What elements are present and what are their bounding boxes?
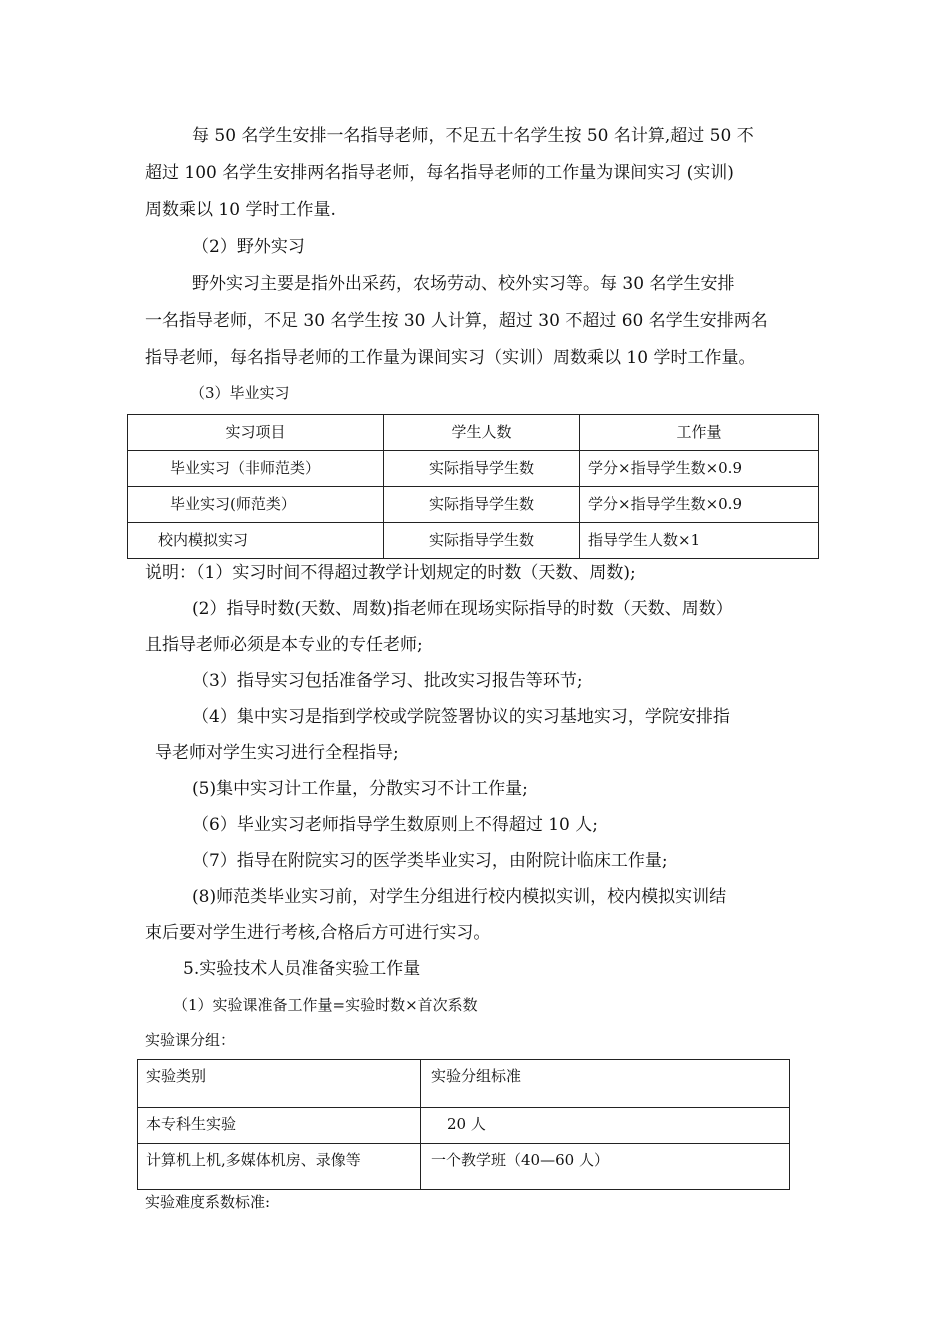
field-internship-heading: （2）野外实习 (192, 237, 305, 257)
note-line: (5)集中实习计工作量，分散实习不计工作量; (192, 779, 528, 799)
table-cell: 校内模拟实习 (128, 523, 384, 559)
table-row (128, 523, 819, 559)
table-header-cell: 工作量 (580, 415, 819, 451)
graduation-internship-heading: （3）毕业实习 (190, 384, 290, 402)
text-line: 超过 100 名学生安排两名指导老师，每名指导老师的工作量为课间实习 (实训) (145, 163, 734, 183)
table-header-row (128, 415, 819, 451)
table-cell: 实际指导学生数 (384, 523, 580, 559)
note-line: （6）毕业实习老师指导学生数原则上不得超过 10 人; (192, 815, 598, 835)
table-header-cell: 学生人数 (384, 415, 580, 451)
internship-table (127, 414, 819, 559)
text-line: 每 50 名学生安排一名指导老师，不足五十名学生按 50 名计算,超过 50 不 (192, 126, 754, 146)
table-cell: 一个教学班（40—60 人） (421, 1144, 790, 1190)
difficulty-label: 实验难度系数标准: (145, 1193, 271, 1211)
text-line: 野外实习主要是指外出采药，农场劳动、校外实习等。每 30 名学生安排 (192, 274, 735, 294)
table-row (128, 451, 819, 487)
table-cell: 指导学生人数×1 (580, 523, 819, 559)
section5-formula: （1）实验课准备工作量=实验时数×首次系数 (173, 996, 478, 1014)
table-row (138, 1144, 790, 1190)
table-cell: 毕业实习（非师范类） (128, 451, 384, 487)
table-cell: 毕业实习(师范类） (128, 487, 384, 523)
table-header-row (138, 1060, 790, 1108)
table-row (128, 487, 819, 523)
table-cell: 学分×指导学生数×0.9 (580, 451, 819, 487)
table-header-cell: 实习项目 (128, 415, 384, 451)
note-line: （4）集中实习是指到学校或学院签署协议的实习基地实习，学院安排指 (192, 707, 730, 727)
table-header-cell: 实验类别 (138, 1060, 421, 1108)
section5-heading: 5.实验技术人员准备实验工作量 (183, 959, 421, 979)
lab-group-table (137, 1059, 790, 1190)
table-row (138, 1108, 790, 1144)
table-cell: 20 人 (421, 1108, 790, 1144)
note-line: (8)师范类毕业实习前，对学生分组进行校内模拟实训，校内模拟实训结 (192, 887, 727, 907)
note-line: （3）指导实习包括准备学习、批改实习报告等环节; (192, 671, 583, 691)
text-line: 指导老师，每名指导老师的工作量为课间实习（实训）周数乘以 10 学时工作量。 (145, 348, 756, 368)
table-cell: 学分×指导学生数×0.9 (580, 487, 819, 523)
note-line: 束后要对学生进行考核,合格后方可进行实习。 (145, 923, 491, 943)
note-line: （7）指导在附院实习的医学类毕业实习，由附院计临床工作量; (192, 851, 668, 871)
group-label: 实验课分组： (145, 1031, 236, 1049)
table-cell: 本专科生实验 (138, 1108, 421, 1144)
note-line: (2）指导时数(天数、周数)指老师在现场实际指导的时数（天数、周数） (192, 599, 733, 619)
table-cell: 计算机上机,多媒体机房、录像等 (138, 1144, 421, 1190)
note-line: 导老师对学生实习进行全程指导; (155, 743, 399, 763)
note-line: 说明：（1）实习时间不得超过教学计划规定的时数（天数、周数); (145, 563, 636, 583)
table-cell: 实际指导学生数 (384, 487, 580, 523)
text-line: 周数乘以 10 学时工作量. (145, 200, 336, 220)
note-line: 且指导老师必须是本专业的专任老师; (145, 635, 423, 655)
table-header-cell: 实验分组标准 (421, 1060, 790, 1108)
table-cell: 实际指导学生数 (384, 451, 580, 487)
text-line: 一名指导老师，不足 30 名学生按 30 人计算，超过 30 不超过 60 名学生安排两名 (145, 311, 768, 331)
